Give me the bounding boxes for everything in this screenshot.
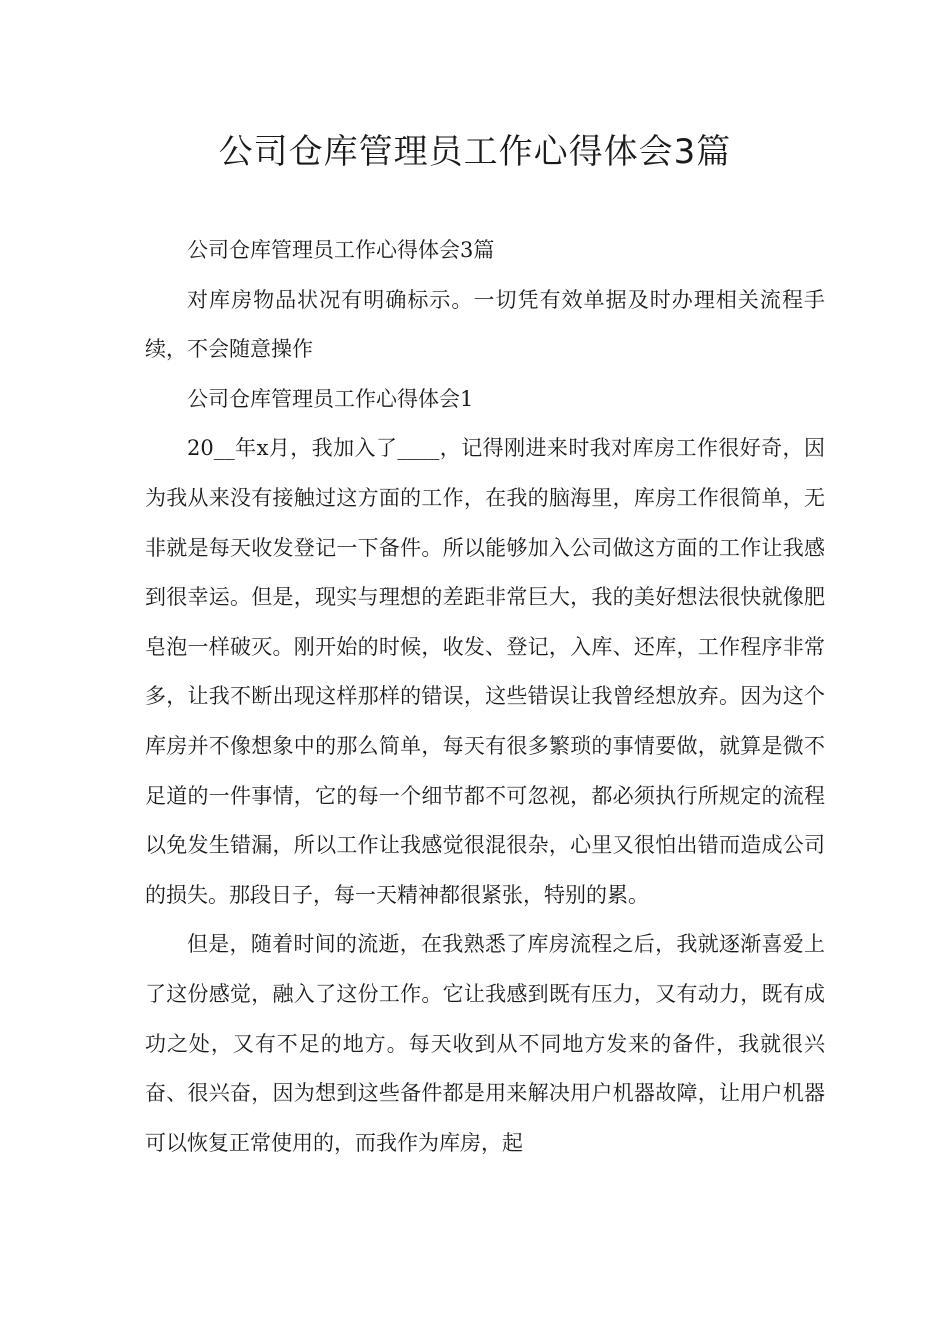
paragraph-body: 但是，随着时间的流逝，在我熟悉了库房流程之后，我就逐渐喜爱上了这份感觉，融入了这份工作。它让我感到既有压力，又有动力，既有成功之处，又有不足的地方。每天收到从不同地方发来的备件，我就很兴奋、很兴奋，因为想到这些备件都是用来解决用户机器故障，让用户机器可以恢复正常使用的，而我作为库房，起 (145, 932, 825, 1155)
paragraph-body: 20__年x月，我加入了____，记得刚进来时我对库房工作很好奇，因为我从来没有接触过这方面的工作，在我的脑海里，库房工作很简单，无非就是每天收发登记一下备件。所以能够加入公司做这方面的工作让我感到很幸运。但是，现实与理想的差距非常巨大，我的美好想法很快就像肥皂泡一样破灭。刚开始的时候，收发、登记，入库、还库，工作程序非常多，让我不断出现这样那样的错误，这些错误让我曾经想放弃。因为这个库房并不像想象中的那么简单，每天有很多繁琐的事情要做，就算是微不足道的一件事情，它的每一个细节都不可忽视，都必须执行所规定的流程以免发生错漏，所以工作让我感觉很混很杂，心里又很怕出错而造成公司的损失。那段日子，每一天精神都很紧张，特别的累。 (145, 436, 825, 907)
paragraph-subtitle: 公司仓库管理员工作心得体会3篇 (187, 238, 495, 262)
paragraph-section-heading: 公司仓库管理员工作心得体会1 (187, 386, 474, 411)
document-title: 公司仓库管理员工作心得体会3篇 (218, 132, 732, 172)
paragraph-summary: 对库房物品状况有明确标示。一切凭有效单据及时办理相关流程手续，不会随意操作 (145, 287, 825, 362)
document-body (145, 226, 825, 1168)
